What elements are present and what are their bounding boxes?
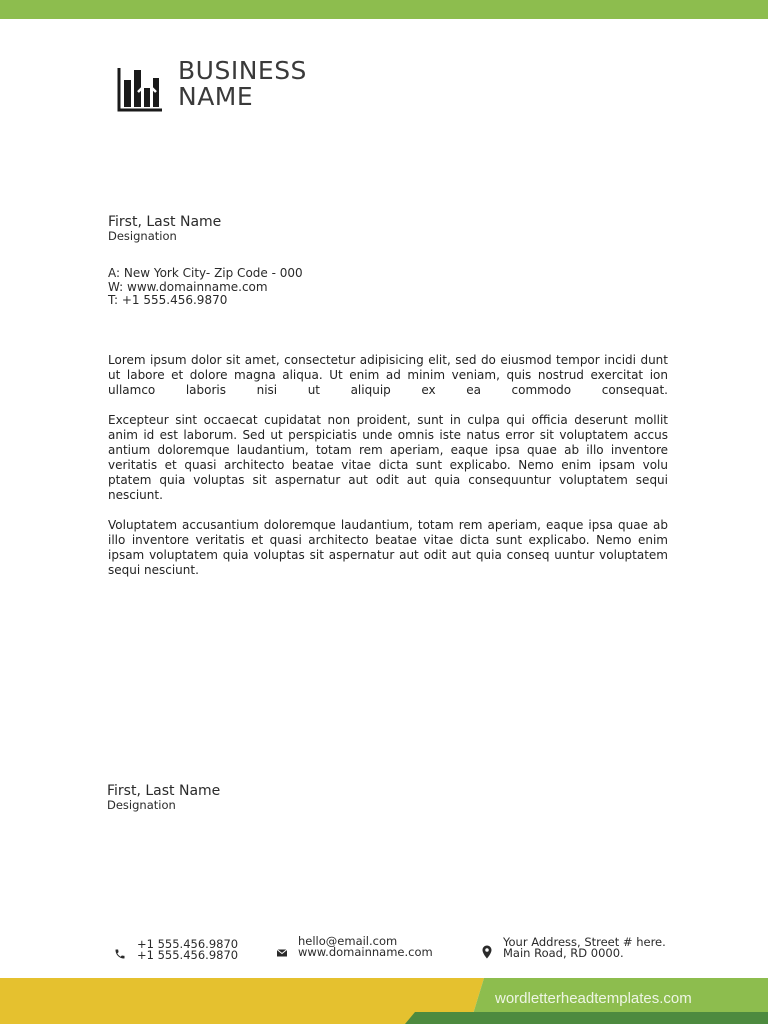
signature-name: First, Last Name [107, 783, 221, 799]
business-name [178, 58, 307, 110]
footer-email [298, 936, 433, 958]
footer-phone-line1: +1 555.456.9870 [137, 937, 239, 951]
body-paragraph: Voluptatem accusantium doloremque laudantium, totam rem aperiam, eaque ipsa quae ab illo inventore veritatis et quasi architecto beatae vitae dicta sunt explicabo. Nemo enim ipsam voluptatem quia voluptas sit aspernatur aut odit aut quia conseq uuntur voluptatem sequi nesciunt. [108, 517, 668, 578]
business-name-line2: NAME [178, 82, 254, 111]
footer-address-line2: Main Road, RD 0000. [503, 946, 624, 960]
phone-icon [114, 948, 126, 960]
envelope-icon [276, 947, 288, 959]
business-name-line1: BUSINESS [178, 56, 307, 85]
sender-name: First, Last Name [108, 214, 222, 230]
footer-address [503, 937, 666, 959]
contact-address: A: New York City- Zip Code - 000 [108, 266, 303, 280]
footer-address-line1: Your Address, Street # here. [503, 935, 666, 949]
footer-phone-line2: +1 555.456.9870 [137, 948, 239, 962]
building-chart-icon [116, 66, 164, 114]
signature-block [107, 784, 220, 811]
sender-block [108, 215, 221, 242]
top-accent-bar [0, 0, 768, 19]
contact-details [108, 267, 303, 308]
body-paragraph: Excepteur sint occaecat cupidatat non proident, sunt in culpa qui officia deserunt mollit anim id est laborum. Sed ut perspiciatis unde omnis iste natus error sit voluptatem accus antium doloremque laudantium, totam rem aperiam, eaque ipsa quae ab illo inventore veritatis et quasi architecto beatae vitae dicta sunt explicabo. Nemo enim ipsam volu ptatem quia voluptas sit aspernatur aut odit aut quia consequuntur voluptatem sequi nesciunt. [108, 412, 668, 503]
contact-web: W: www.domainname.com [108, 279, 268, 294]
contact-phone: T: +1 555.456.9870 [108, 293, 228, 307]
footer-email-address: hello@email.com [298, 934, 398, 948]
letter-body [108, 353, 668, 593]
template-credit: wordletterheadtemplates.com [495, 990, 692, 1007]
body-paragraph: Lorem ipsum dolor sit amet, consectetur adipisicing elit, sed do eiusmod tempor incidi dunt ut labore et dolore magna aliqua. Ut enim ad minim veniam, quis nostrud exercitat ion ullamco laboris nisi ut aliquip ex ea commodo consequat. [108, 353, 668, 398]
signature-designation: Designation [107, 798, 176, 812]
footer-phone [137, 939, 238, 961]
footer-website: www.domainname.com [298, 945, 433, 959]
map-pin-icon [481, 945, 493, 957]
sender-designation: Designation [108, 229, 177, 243]
